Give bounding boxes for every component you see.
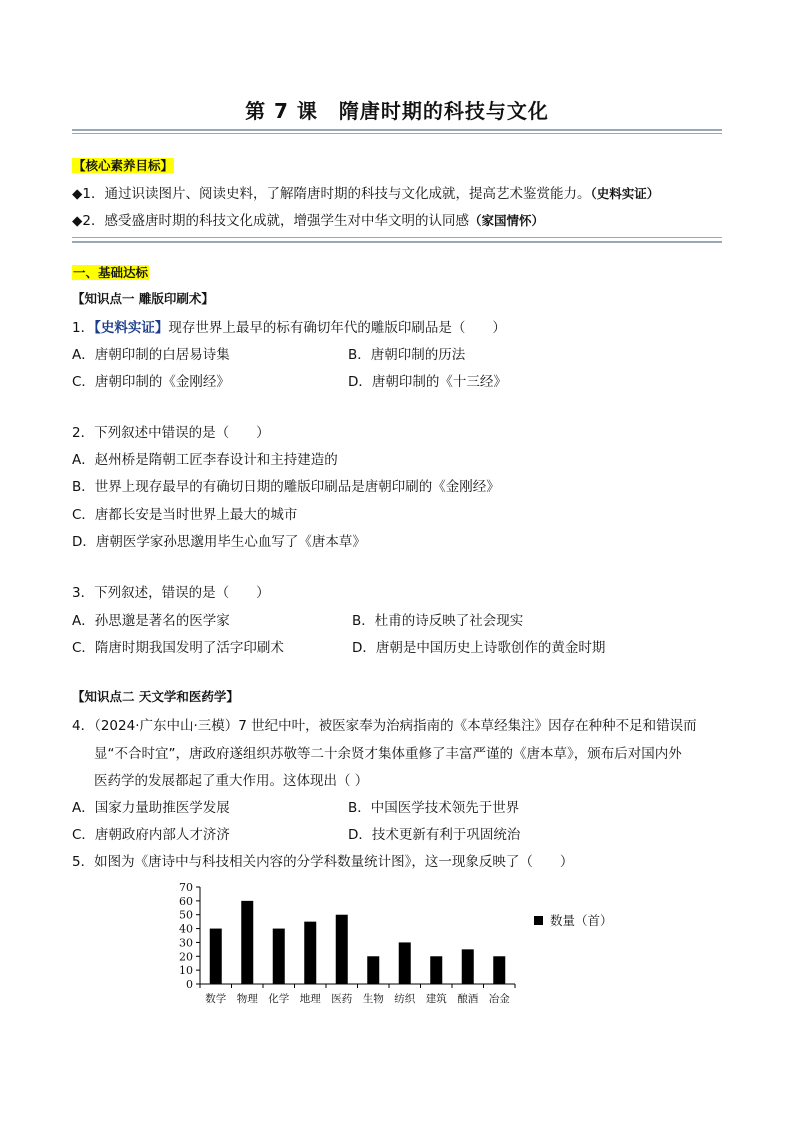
question-4-line-2: 显“不合时宜”，唐政府遂组织苏敬等二十余贤才集体重修了丰富严谨的《唐本草》，颁布后对国内外 bbox=[94, 746, 682, 762]
bar bbox=[430, 956, 442, 984]
x-tick-label: 医药 bbox=[331, 993, 353, 1005]
goals-heading: 【核心素养目标】 bbox=[73, 158, 174, 173]
goals-divider bbox=[72, 241, 722, 243]
x-tick-label: 冶金 bbox=[488, 993, 510, 1005]
legend-label: 数量（首） bbox=[550, 913, 613, 928]
y-tick-label: 70 bbox=[179, 881, 193, 894]
question-4-line-1: 4．（2024·广东中山·三模）7 世纪中叶，被医家奉为治病指南的《本草经集注》因存在种种不足和错误而 bbox=[72, 718, 697, 734]
section-heading: 一、基础达标 bbox=[73, 265, 149, 280]
bar bbox=[210, 929, 222, 984]
goal-item-1: ◆1．通过识读图片、阅读史料，了解隋唐时期的科技与文化成就，提高艺术鉴赏能力。（史料实证） bbox=[72, 186, 660, 202]
bar bbox=[336, 915, 348, 984]
q1-option-c: C．唐朝印制的《金刚经》 bbox=[72, 374, 230, 390]
y-tick-label: 40 bbox=[179, 922, 193, 936]
question-1-stem: 1．【史料实证】现存世界上最早的标有确切年代的雕版印刷品是（ ） bbox=[72, 320, 506, 336]
q4-option-c: C．唐朝政府内部人才济济 bbox=[72, 827, 230, 843]
q1-option-a: A．唐朝印制的白居易诗集 bbox=[72, 347, 230, 363]
title-divider-thin bbox=[72, 133, 722, 134]
title-divider bbox=[72, 129, 722, 131]
legend-swatch bbox=[534, 916, 543, 925]
q3-option-a: A．孙思邈是著名的医学家 bbox=[72, 613, 230, 629]
x-tick-label: 生物 bbox=[362, 993, 384, 1005]
q2-option-a: A．赵州桥是隋朝工匠李春设计和主持建造的 bbox=[72, 452, 338, 468]
question-5-stem: 5．如图为《唐诗中与科技相关内容的分学科数量统计图》，这一现象反映了（ ） bbox=[72, 854, 574, 870]
q2-option-d: D．唐朝医学家孙思邈用毕生心血写了《唐本草》 bbox=[72, 534, 366, 550]
q4-option-a: A．国家力量助推医学发展 bbox=[72, 800, 230, 816]
x-tick-label: 数学 bbox=[205, 993, 227, 1005]
bar bbox=[273, 929, 285, 984]
bar bbox=[399, 942, 411, 984]
q4-option-d: D．技术更新有利于巩固统治 bbox=[348, 827, 521, 843]
y-tick-label: 10 bbox=[179, 964, 193, 978]
bar-chart bbox=[160, 876, 630, 1016]
knowledge-point-2: 【知识点二 天文学和医药学】 bbox=[72, 689, 239, 704]
x-tick-label: 化学 bbox=[268, 993, 290, 1005]
q1-option-d: D．唐朝印制的《十三经》 bbox=[348, 374, 507, 390]
y-tick-label: 30 bbox=[179, 936, 193, 950]
q1-option-b: B．唐朝印制的历法 bbox=[348, 347, 466, 363]
goals-divider-thin bbox=[72, 237, 722, 238]
bar bbox=[493, 956, 505, 984]
y-tick-label: 60 bbox=[179, 894, 193, 908]
bar bbox=[241, 901, 253, 984]
bar bbox=[304, 922, 316, 984]
bar bbox=[367, 956, 379, 984]
q3-option-d: D．唐朝是中国历史上诗歌创作的黄金时期 bbox=[352, 640, 606, 656]
bar bbox=[462, 949, 474, 984]
x-tick-label: 酿酒 bbox=[457, 993, 479, 1005]
q3-option-c: C．隋唐时期我国发明了活字印刷术 bbox=[72, 640, 284, 656]
question-4-line-3: 医药学的发展都起了重大作用。这体现出（ ） bbox=[94, 773, 369, 789]
y-tick-label: 0 bbox=[186, 978, 193, 991]
goal-item-2: ◆2．感受盛唐时期的科技文化成就，增强学生对中华文明的认同感（家国情怀） bbox=[72, 213, 544, 229]
question-2-stem: 2．下列叙述中错误的是（ ） bbox=[72, 425, 270, 441]
y-tick-label: 50 bbox=[179, 908, 193, 922]
question-3-stem: 3．下列叙述，错误的是（ ） bbox=[72, 585, 270, 601]
x-tick-label: 纺织 bbox=[394, 993, 416, 1005]
q2-option-b: B．世界上现存最早的有确切日期的雕版印刷品是唐朝印刷的《金刚经》 bbox=[72, 479, 500, 495]
knowledge-point-1: 【知识点一 雕版印刷术】 bbox=[72, 291, 214, 306]
page-title: 第 7 课 隋唐时期的科技与文化 bbox=[245, 99, 549, 123]
q3-option-b: B．杜甫的诗反映了社会现实 bbox=[352, 613, 524, 629]
x-tick-label: 物理 bbox=[236, 993, 258, 1005]
q2-option-c: C．唐都长安是当时世界上最大的城市 bbox=[72, 507, 298, 523]
q4-option-b: B．中国医学技术领先于世界 bbox=[348, 800, 520, 816]
x-tick-label: 地理 bbox=[299, 993, 321, 1005]
y-tick-label: 20 bbox=[179, 950, 193, 964]
x-tick-label: 建筑 bbox=[425, 993, 447, 1005]
